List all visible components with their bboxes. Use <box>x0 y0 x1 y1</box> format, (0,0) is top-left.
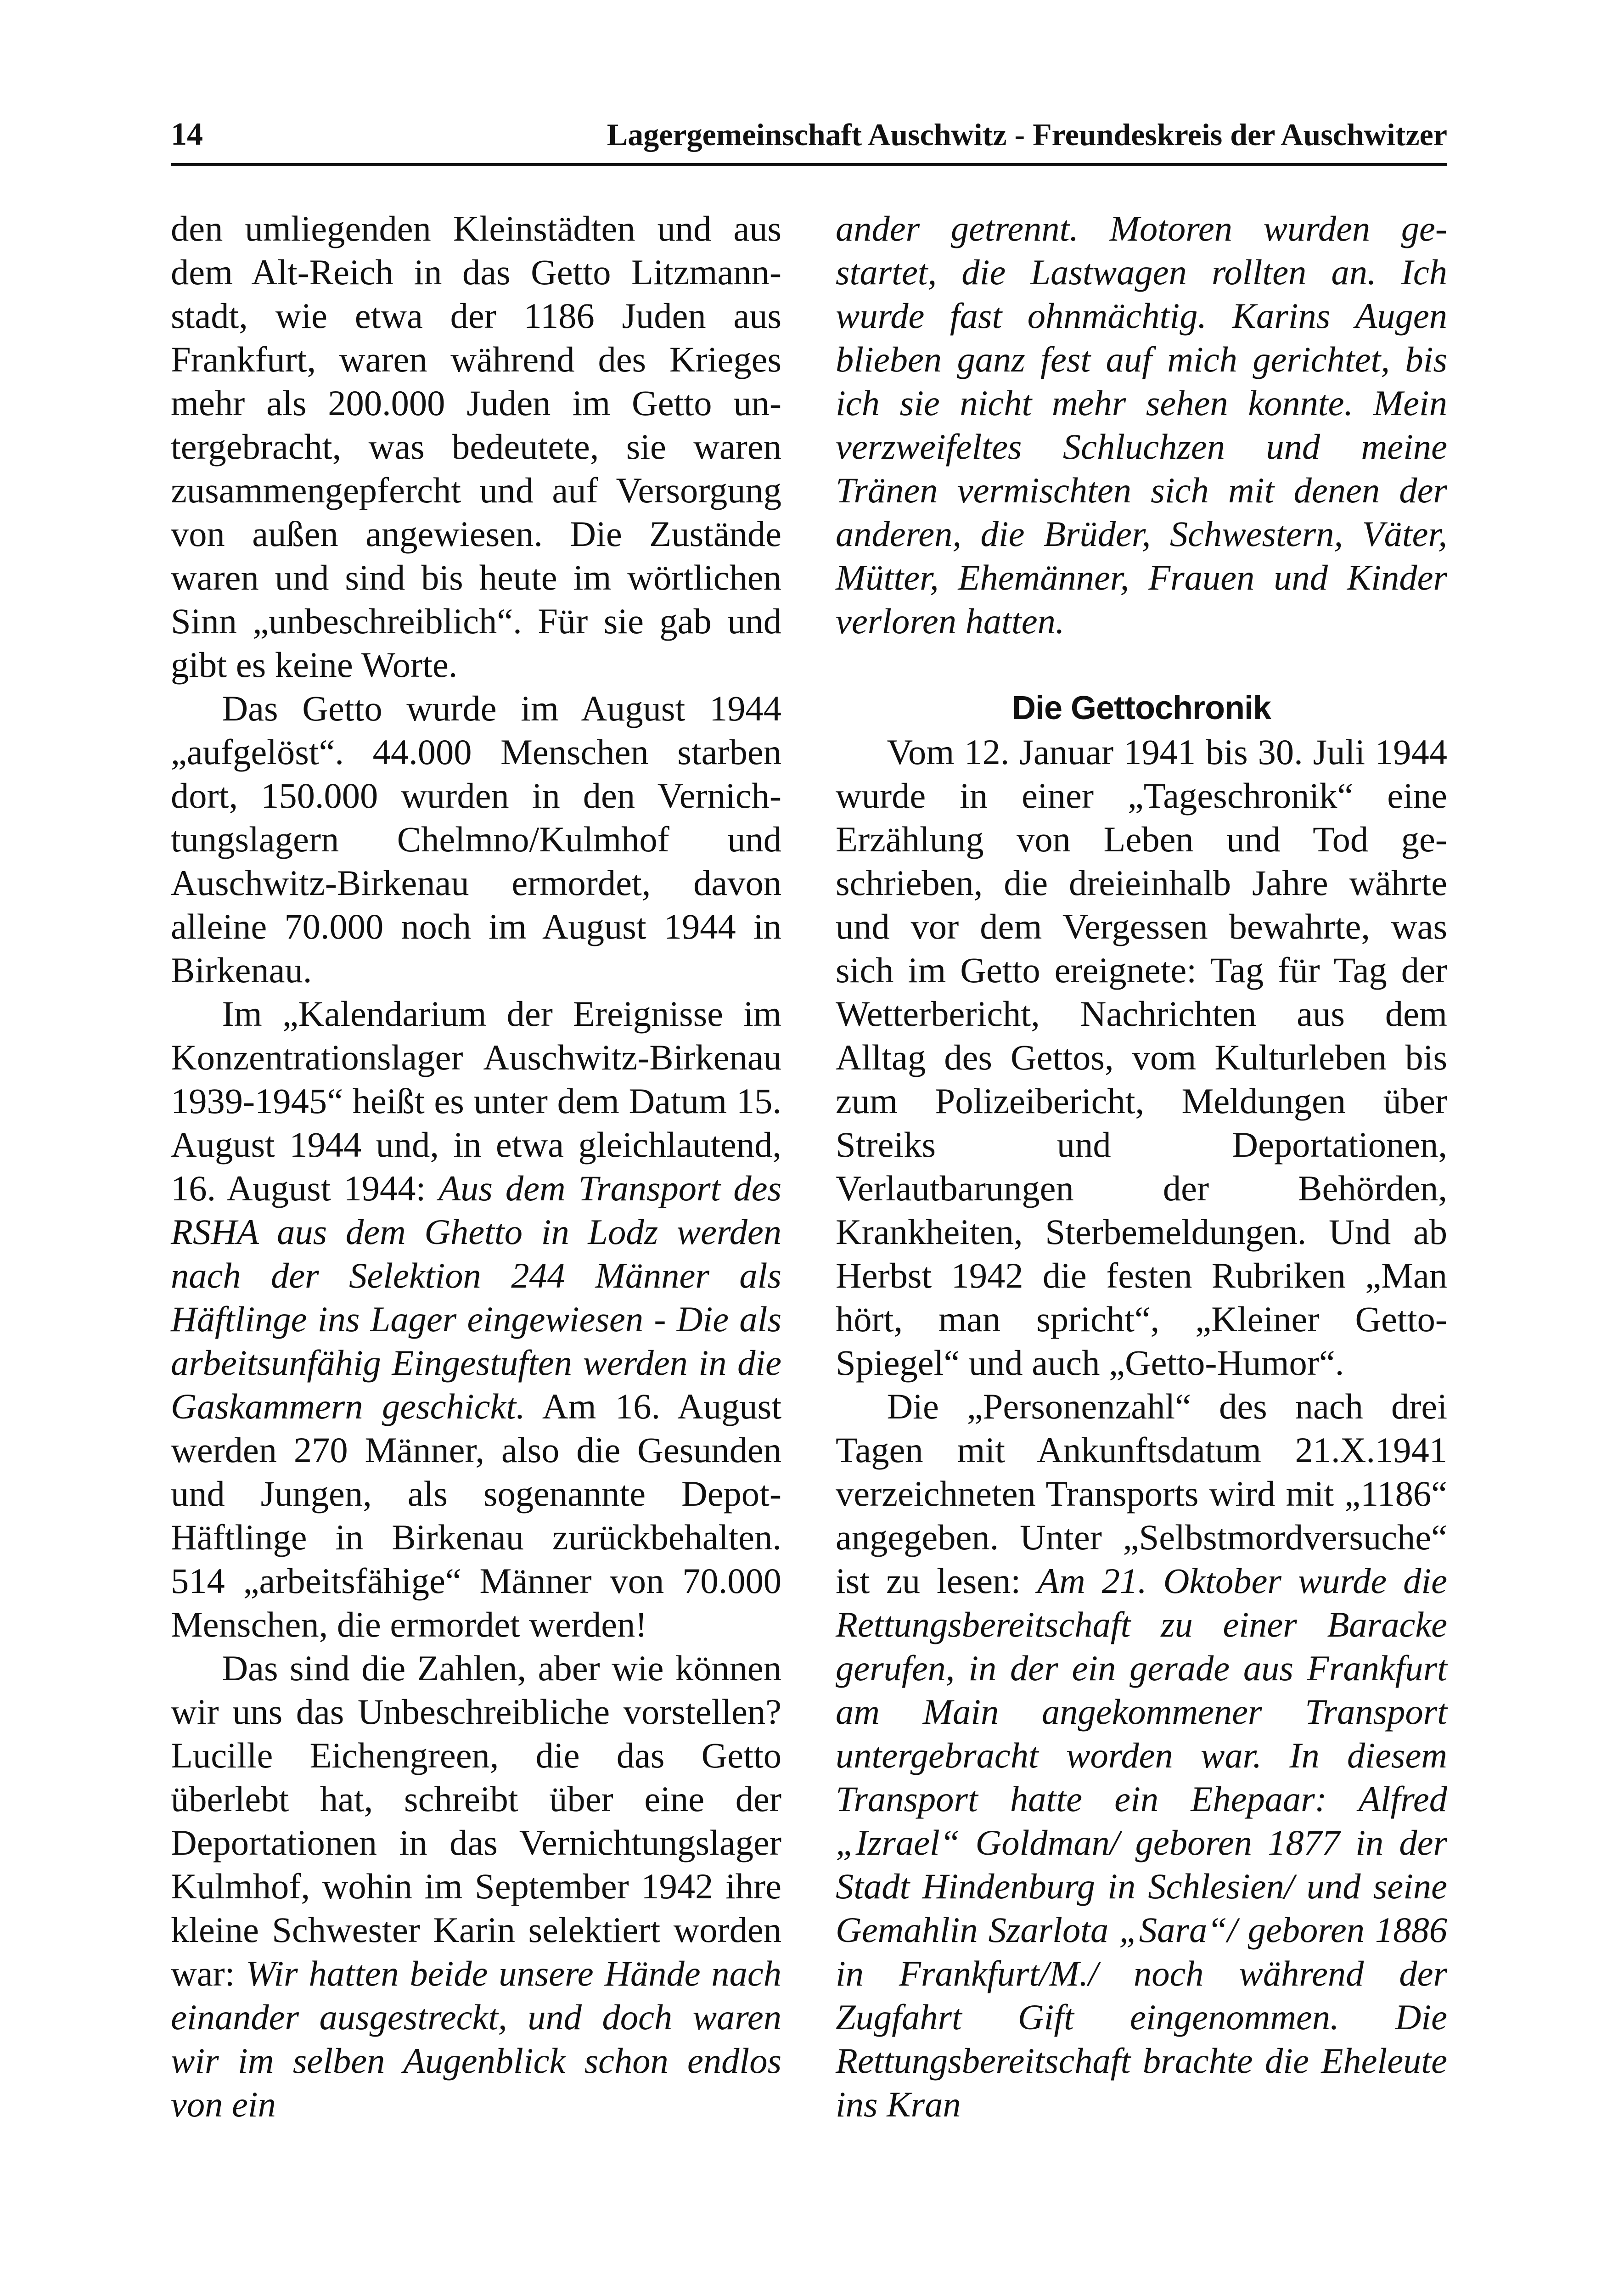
page-header <box>171 117 1447 166</box>
left-column <box>171 207 781 2126</box>
paragraph <box>836 1384 1447 2126</box>
running-title: Lagergemeinschaft Auschwitz - Freundeskreis der Auschwitzer <box>607 117 1447 152</box>
quote-text: ander getrennt. Motoren wurden gestartet, die Lastwagen rollten an. Ich wurde fast ohnmächtig. Karins Augen blieben ganz fest auf mich gerichtet, bis ich sie nicht mehr sehen konnte. Mein verzweifeltes Schluchzen und meine Tränen vermischten sich mit denen der anderen, die Brüder, Schwestern, Väter, Mütter, Ehemänner, Frauen und Kinder verloren hatten. <box>836 208 1447 641</box>
paragraph <box>836 207 1447 643</box>
paragraph-text: Das sind die Zahlen, aber wie können wir uns das Unbeschreibliche vorstellen? Lucille Eichengreen, die das Getto überlebt hat, schreibt über eine der Deportationen in das Vernichtungslager Kulmhof, wohin im September 1942 ihre kleine Schwester Karin selektiert worden war: <box>171 1648 781 1993</box>
paragraph-text: Am 16. August werden 270 Männer, also die Gesunden und Jungen, als sogenannte Depot-Häftlinge in Birkenau zurückbehalten. 514 „arbeitsfähige“ Männer von 70.000 Menschen, die ermordet werden! <box>171 1386 782 1644</box>
paragraph-text: Die „Personenzahl“ des nach drei Tagen mit Ankunftsdatum 21.X.1941 verzeichneten Transports wird mit „1186“ angegeben. Unter „Selbstmordversuche“ ist zu lesen: <box>836 1386 1447 1601</box>
quote-text: Wir hatten beide unsere Hände nach einander ausgestreckt, und doch waren wir im selben Augenblick schon endlos von ein <box>171 1953 782 2124</box>
paragraph <box>171 992 781 1646</box>
paragraph: den umliegenden Kleinstädten und aus dem Alt-Reich in das Getto Litzmannstadt, wie etwa der 1186 Juden aus Frankfurt, waren während des Krieges mehr als 200.000 Juden im Getto untergebracht, was bedeutete, sie waren zusammengepfercht und auf Versorgung von außen angewiesen. Die Zustände waren und sind bis heute im wörtlichen Sinn „unbeschreiblich“. Für sie gab und gibt es keine Worte. <box>171 208 781 685</box>
paragraph-text: Im „Kalendarium der Ereignisse im Konzentrationslager Auschwitz-Birkenau 1939-1945“ heißt es unter dem Datum 15. August 1944 und, in etwa gleichlautend, 16. August 1944: <box>171 994 781 1208</box>
section-heading: Die Gettochronik <box>1011 690 1271 726</box>
quote-text: Aus dem Transport des RSHA aus dem Ghetto in Lodz werden nach der Selektion 244 Männer als Häftlinge ins Lager eingewiesen - Die als arbeitsunfähig Eingestuften werden in die Gaskammern geschickt. <box>171 1168 781 1426</box>
paragraph: Das Getto wurde im August 1944 „aufgelöst“. 44.000 Menschen starben dort, 150.000 wurden in den Vernichtungslagern Chelmno/Kulmhof und Auschwitz-Birkenau ermordet, davon alleine 70.000 noch im August 1944 in Birkenau. <box>171 688 781 990</box>
right-column <box>836 207 1447 2126</box>
paragraph <box>171 1646 781 2126</box>
paragraph: Vom 12. Januar 1941 bis 30. Juli 1944 wurde in einer „Tageschronik“ eine Erzählung von Leben und Tod geschrieben, die dreieinhalb Jahre währte und vor dem Vergessen bewahrte, was sich im Getto ereignete: Tag für Tag der Wetterbericht, Nachrichten aus dem Alltag des Gettos, vom Kulturleben bis zum Polizeibericht, Meldungen über Streiks und Deportationen, Verlautbarungen der Behörden, Krankheiten, Sterbemeldungen. Und ab Herbst 1942 die festen Rubriken „Man hört, man spricht“, „Kleiner Getto-Spiegel“ und auch „Getto-Humor“. <box>836 732 1447 1383</box>
quote-text: Am 21. Oktober wurde die Rettungsbereitschaft zu einer Baracke gerufen, in der ein gerade aus Frankfurt am Main angekommener Transport untergebracht worden war. In diesem Transport hatte ein Ehepaar: Alfred „Izrael“ Goldman/ geboren 1877 in der Stadt Hindenburg in Schlesien/ und seine Gemahlin Szarlota „Sara“/ geboren 1886 in Frankfurt/M./ noch während der Zugfahrt Gift eingenommen. Die Rettungsbereitschaft brachte die Eheleute ins Kran <box>836 1561 1447 2124</box>
page-number: 14 <box>171 117 203 152</box>
